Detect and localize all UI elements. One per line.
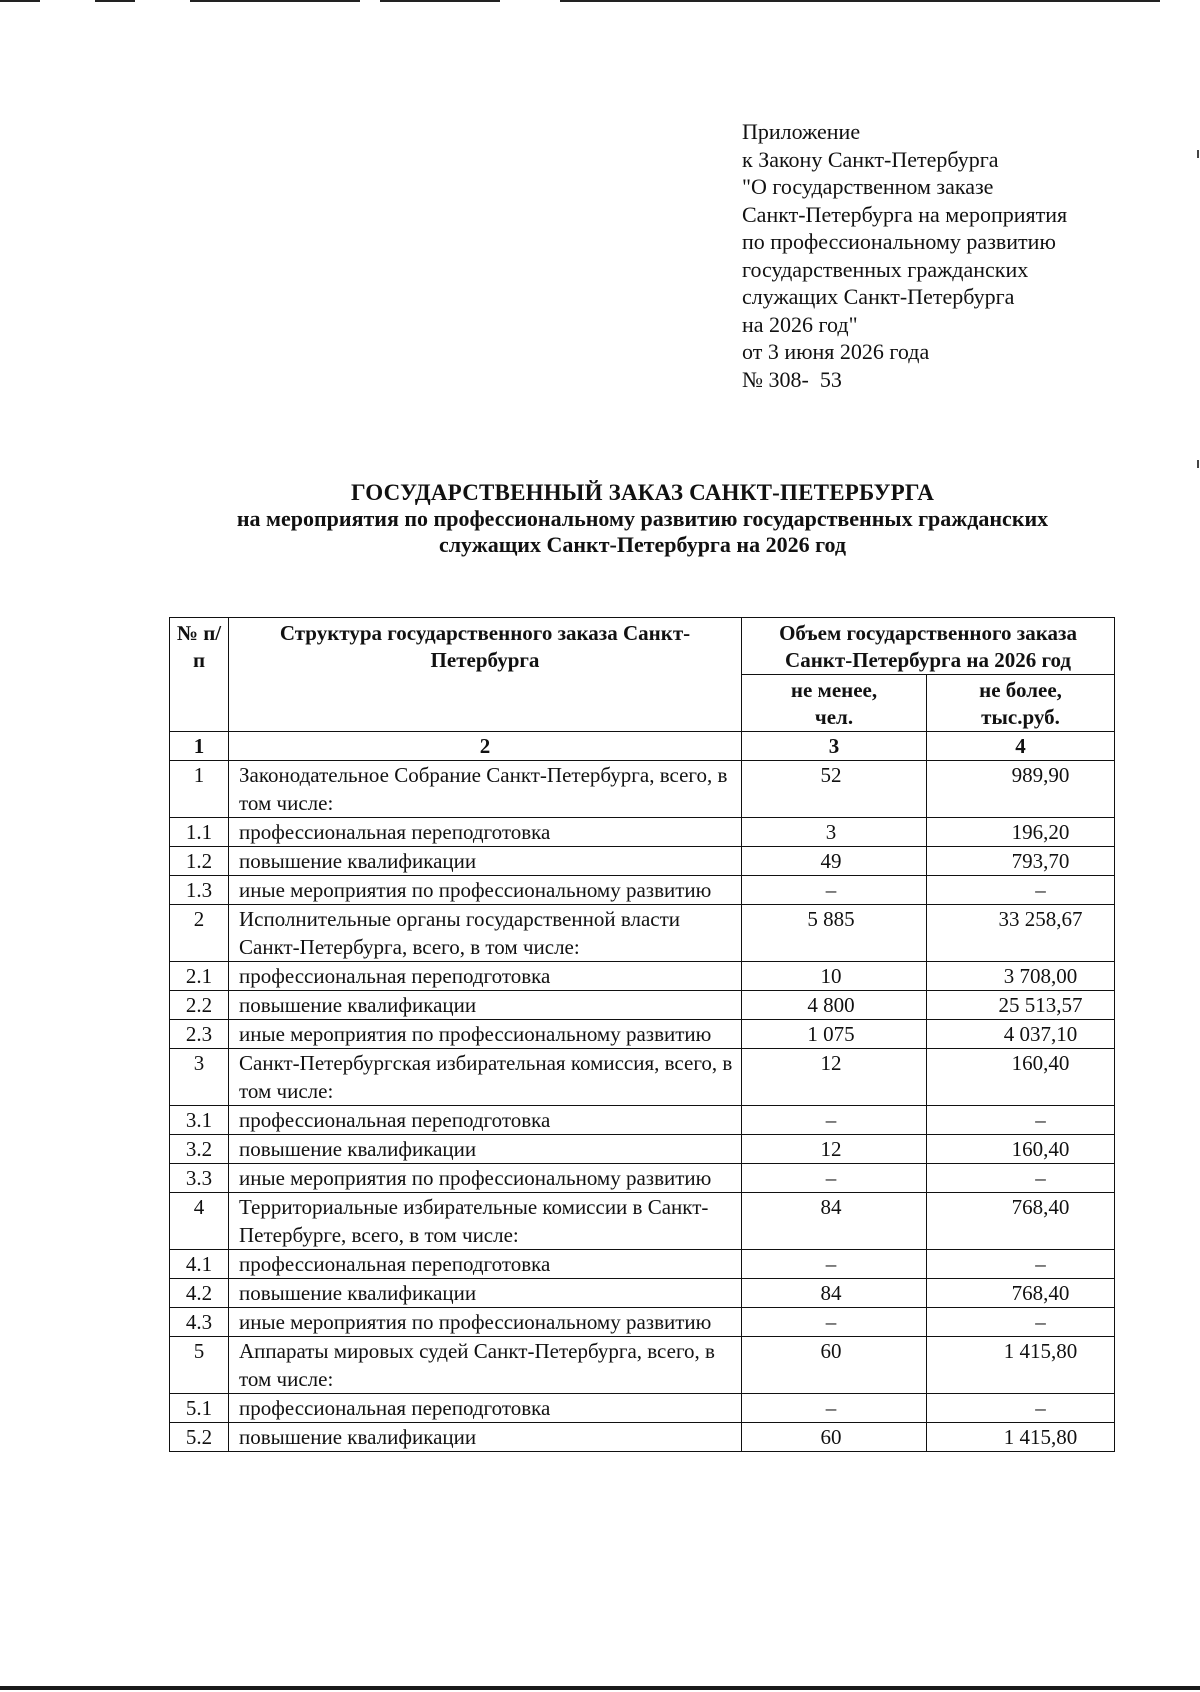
row-rub: –	[927, 1308, 1115, 1337]
table-header-row	[170, 618, 1115, 675]
row-number: 3.2	[170, 1135, 229, 1164]
row-rub: 33 258,67	[927, 905, 1115, 962]
row-name: иные мероприятия по профессиональному развитию	[229, 1308, 742, 1337]
row-rub: 1 415,80	[927, 1337, 1115, 1394]
row-name: профессиональная переподготовка	[229, 962, 742, 991]
row-rub: 3 708,00	[927, 962, 1115, 991]
header-min-people: не менее, чел.	[742, 675, 927, 732]
table-row	[170, 1394, 1115, 1423]
row-number: 3.3	[170, 1164, 229, 1193]
row-number: 1.2	[170, 847, 229, 876]
row-number: 1.3	[170, 876, 229, 905]
row-name: Аппараты мировых судей Санкт-Петербурга, всего, в том числе:	[229, 1337, 742, 1394]
title-line: служащих Санкт-Петербурга на 2026 год	[438, 532, 847, 557]
scan-bottom-edge	[0, 1686, 1200, 1690]
row-name: иные мероприятия по профессиональному развитию	[229, 1164, 742, 1193]
header-max-rub: не более, тыс.руб.	[927, 675, 1115, 732]
row-name: иные мероприятия по профессиональному развитию	[229, 876, 742, 905]
row-people: 84	[742, 1279, 927, 1308]
row-people: 12	[742, 1049, 927, 1106]
column-number: 4	[927, 732, 1115, 761]
row-number: 5.2	[170, 1423, 229, 1452]
row-people: –	[742, 1250, 927, 1279]
attachment-line: Санкт-Петербурга на мероприятия	[742, 201, 1068, 227]
table-row	[170, 1164, 1115, 1193]
column-number: 2	[229, 732, 742, 761]
row-people: 84	[742, 1193, 927, 1250]
row-name: повышение квалификации	[229, 991, 742, 1020]
row-name: Законодательное Собрание Санкт-Петербурга, всего, в том числе:	[229, 761, 742, 818]
row-rub: 1 415,80	[927, 1423, 1115, 1452]
row-name: Исполнительные органы государственной власти Санкт-Петербурга, всего, в том числе:	[229, 905, 742, 962]
row-name: профессиональная переподготовка	[229, 1394, 742, 1423]
column-number: 1	[170, 732, 229, 761]
table-row	[170, 1049, 1115, 1106]
header-volume: Объем государственного заказа Санкт-Петербурга на 2026 год	[742, 618, 1115, 675]
row-number: 4.3	[170, 1308, 229, 1337]
row-people: –	[742, 1106, 927, 1135]
row-number: 1.1	[170, 818, 229, 847]
attachment-line: на 2026 год"	[742, 311, 858, 337]
header-number: № п/п	[170, 618, 229, 732]
table-row	[170, 1308, 1115, 1337]
row-name: профессиональная переподготовка	[229, 1106, 742, 1135]
attachment-line: "О государственном заказе	[742, 174, 994, 199]
row-name: иные мероприятия по профессиональному развитию	[229, 1020, 742, 1049]
attachment-line: государственных гражданских	[742, 256, 1029, 282]
row-people: 49	[742, 847, 927, 876]
row-number: 5.1	[170, 1394, 229, 1423]
row-people: –	[742, 1394, 927, 1423]
scan-edge-mark	[1197, 460, 1199, 468]
attachment-line: от 3 июня 2026 года	[742, 339, 930, 364]
row-rub: 989,90	[927, 761, 1115, 818]
row-number: 3.1	[170, 1106, 229, 1135]
table-row	[170, 1135, 1115, 1164]
table-row	[170, 876, 1115, 905]
title-line: ГОСУДАРСТВЕННЫЙ ЗАКАЗ САНКТ-ПЕТЕРБУРГА	[350, 480, 935, 505]
row-number: 4	[170, 1193, 229, 1250]
row-people: 60	[742, 1337, 927, 1394]
row-people: 4 800	[742, 991, 927, 1020]
row-name: повышение квалификации	[229, 1135, 742, 1164]
attachment-line: Приложение	[742, 119, 861, 144]
row-rub: –	[927, 1164, 1115, 1193]
row-name: повышение квалификации	[229, 847, 742, 876]
table-row	[170, 1250, 1115, 1279]
row-name: повышение квалификации	[229, 1279, 742, 1308]
row-rub: 160,40	[927, 1049, 1115, 1106]
row-number: 4.2	[170, 1279, 229, 1308]
row-people: 52	[742, 761, 927, 818]
row-number: 2.2	[170, 991, 229, 1020]
header-structure: Структура государственного заказа Санкт-Петербурга	[229, 618, 742, 732]
row-rub: 196,20	[927, 818, 1115, 847]
table-row	[170, 1193, 1115, 1250]
row-name: профессиональная переподготовка	[229, 818, 742, 847]
row-name: Территориальные избирательные комиссии в Санкт-Петербурге, всего, в том числе:	[229, 1193, 742, 1250]
row-people: 60	[742, 1423, 927, 1452]
row-people: 12	[742, 1135, 927, 1164]
row-rub: 25 513,57	[927, 991, 1115, 1020]
row-people: –	[742, 1308, 927, 1337]
row-number: 2.1	[170, 962, 229, 991]
row-people: 3	[742, 818, 927, 847]
column-number-row	[170, 732, 1115, 761]
row-rub: –	[927, 1250, 1115, 1279]
table-row	[170, 1337, 1115, 1394]
row-number: 2.3	[170, 1020, 229, 1049]
row-name: Санкт-Петербургская избирательная комиссия, всего, в том числе:	[229, 1049, 742, 1106]
row-rub: –	[927, 876, 1115, 905]
attachment-line: по профессиональному развитию	[742, 229, 1056, 254]
row-rub: 4 037,10	[927, 1020, 1115, 1049]
row-people: 10	[742, 962, 927, 991]
table-row	[170, 818, 1115, 847]
row-number: 1	[170, 761, 229, 818]
document-title	[120, 480, 1165, 558]
table-row	[170, 761, 1115, 818]
row-rub: –	[927, 1106, 1115, 1135]
row-rub: 160,40	[927, 1135, 1115, 1164]
table-row	[170, 905, 1115, 962]
attachment-line: служащих Санкт-Петербурга	[742, 284, 1015, 309]
scan-top-edge	[0, 0, 1200, 3]
scan-edge-mark	[1197, 150, 1199, 158]
column-number: 3	[742, 732, 927, 761]
table-row	[170, 1106, 1115, 1135]
row-number: 3	[170, 1049, 229, 1106]
table-row	[170, 991, 1115, 1020]
table-row	[170, 1279, 1115, 1308]
row-people: 1 075	[742, 1020, 927, 1049]
table-row	[170, 962, 1115, 991]
attachment-line: к Закону Санкт-Петербурга	[742, 146, 999, 172]
row-number: 4.1	[170, 1250, 229, 1279]
state-order-table	[169, 617, 1115, 1452]
row-number: 5	[170, 1337, 229, 1394]
attachment-block	[742, 118, 1182, 393]
title-line: на мероприятия по профессиональному развитию государственных гражданских	[236, 506, 1049, 531]
attachment-line: № 308- 53	[742, 366, 842, 392]
row-people: –	[742, 876, 927, 905]
row-rub: 793,70	[927, 847, 1115, 876]
row-people: 5 885	[742, 905, 927, 962]
row-number: 2	[170, 905, 229, 962]
row-name: профессиональная переподготовка	[229, 1250, 742, 1279]
table-row	[170, 847, 1115, 876]
table-row	[170, 1020, 1115, 1049]
row-rub: 768,40	[927, 1279, 1115, 1308]
row-people: –	[742, 1164, 927, 1193]
row-rub: 768,40	[927, 1193, 1115, 1250]
table-row	[170, 1423, 1115, 1452]
row-rub: –	[927, 1394, 1115, 1423]
row-name: повышение квалификации	[229, 1423, 742, 1452]
